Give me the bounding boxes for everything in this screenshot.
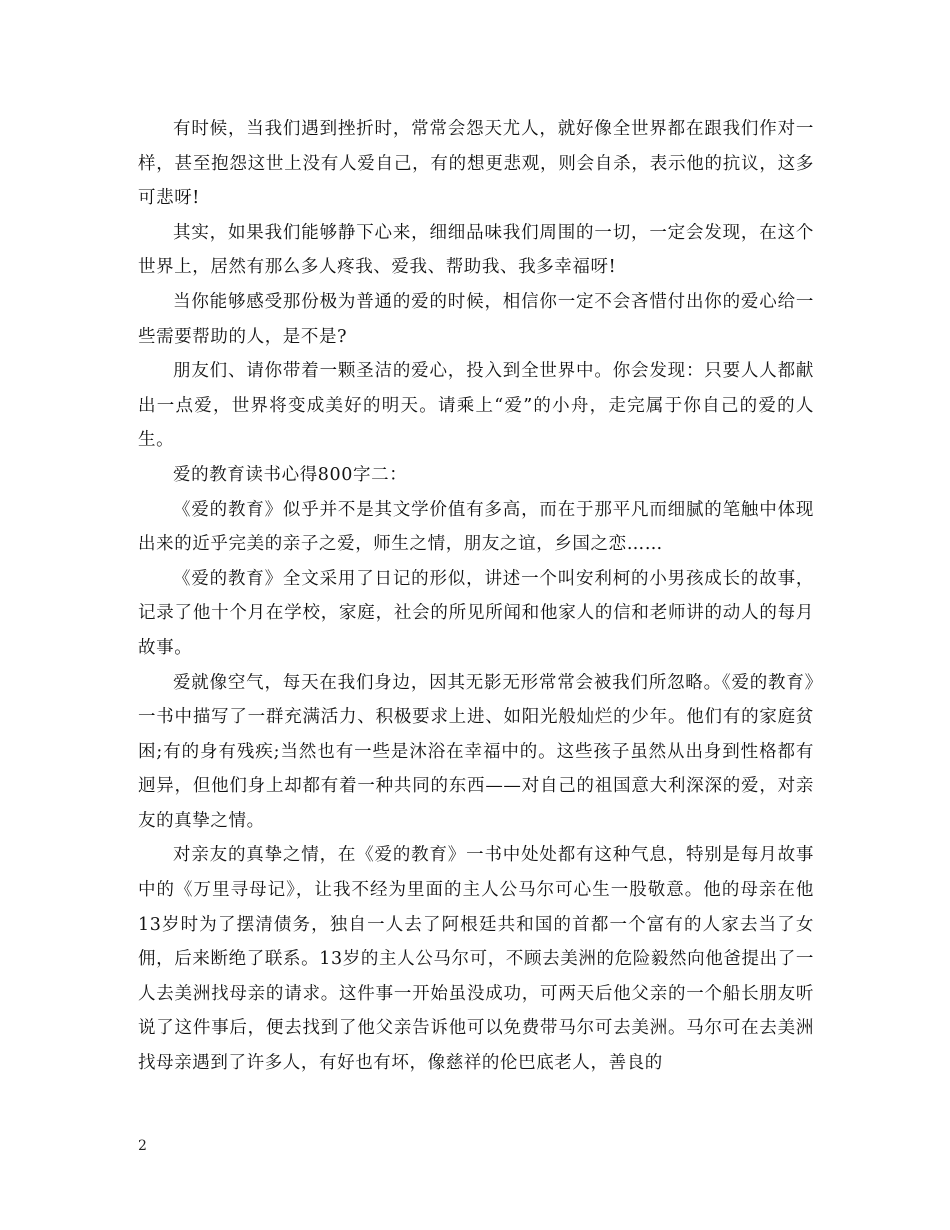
paragraph: 其实，如果我们能够静下心来，细细品味我们周围的一切，一定会发现，在这个世界上，居然有那么多人疼我、爱我、帮助我、我多幸福呀! [138,222,814,278]
page-number: 2 [138,1138,147,1154]
document-body [138,112,814,1081]
paragraph: 爱就像空气，每天在我们身边，因其无影无形常常会被我们所忽略。《爱的教育》一书中描写了一群充满活力、积极要求上进、如阳光般灿烂的少年。他们有的家庭贫困;有的身有残疾;当然也有一些是沐浴在幸福中的。这些孩子虽然从出身到性格都有迥异，但他们身上却都有着一种共同的东西——对自己的祖国意大利深深的爱，对亲友的真挚之情。 [138,672,814,831]
paragraph: 《爱的教育》似乎并不是其文学价值有多高，而在于那平凡而细腻的笔触中体现出来的近乎完美的亲子之爱，师生之情，朋友之谊，乡国之恋…… [138,499,814,555]
paragraph: 朋友们、请你带着一颗圣洁的爱心，投入到全世界中。你会发现：只要人人都献出一点爱，世界将变成美好的明天。请乘上“爱”的小舟，走完属于你自己的爱的人生。 [138,361,814,451]
paragraph: 有时候，当我们遇到挫折时，常常会怨天尤人，就好像全世界都在跟我们作对一样，甚至抱怨这世上没有人爱自己，有的想更悲观，则会自杀，表示他的抗议，这多可悲呀! [138,119,814,209]
section-heading: 爱的教育读书心得800字二： [173,464,408,485]
paragraph: 《爱的教育》全文采用了日记的形似，讲述一个叫安利柯的小男孩成长的故事，记录了他十个月在学校，家庭，社会的所见所闻和他家人的信和老师讲的动人的每月故事。 [138,568,814,658]
paragraph: 对亲友的真挚之情，在《爱的教育》一书中处处都有这种气息，特别是每月故事中的《万里寻母记》，让我不经为里面的主人公马尔可心生一股敬意。他的母亲在他13岁时为了摆清债务，独自一人去了阿根廷共和国的首都一个富有的人家去当了女佣，后来断绝了联系。13岁的主人公马尔可，不顾去美洲的危险毅然向他爸提出了一人去美洲找母亲的请求。这件事一开始虽没成功，可两天后他父亲的一个船长朋友听说了这件事后，便去找到了他父亲告诉他可以免费带马尔可去美洲。马尔可在去美洲找母亲遇到了许多人，有好也有坏，像慈祥的伦巴底老人，善良的 [138,845,814,1074]
paragraph: 当你能够感受那份极为普通的爱的时候，相信你一定不会吝惜付出你的爱心给一些需要帮助的人，是不是? [138,291,814,347]
